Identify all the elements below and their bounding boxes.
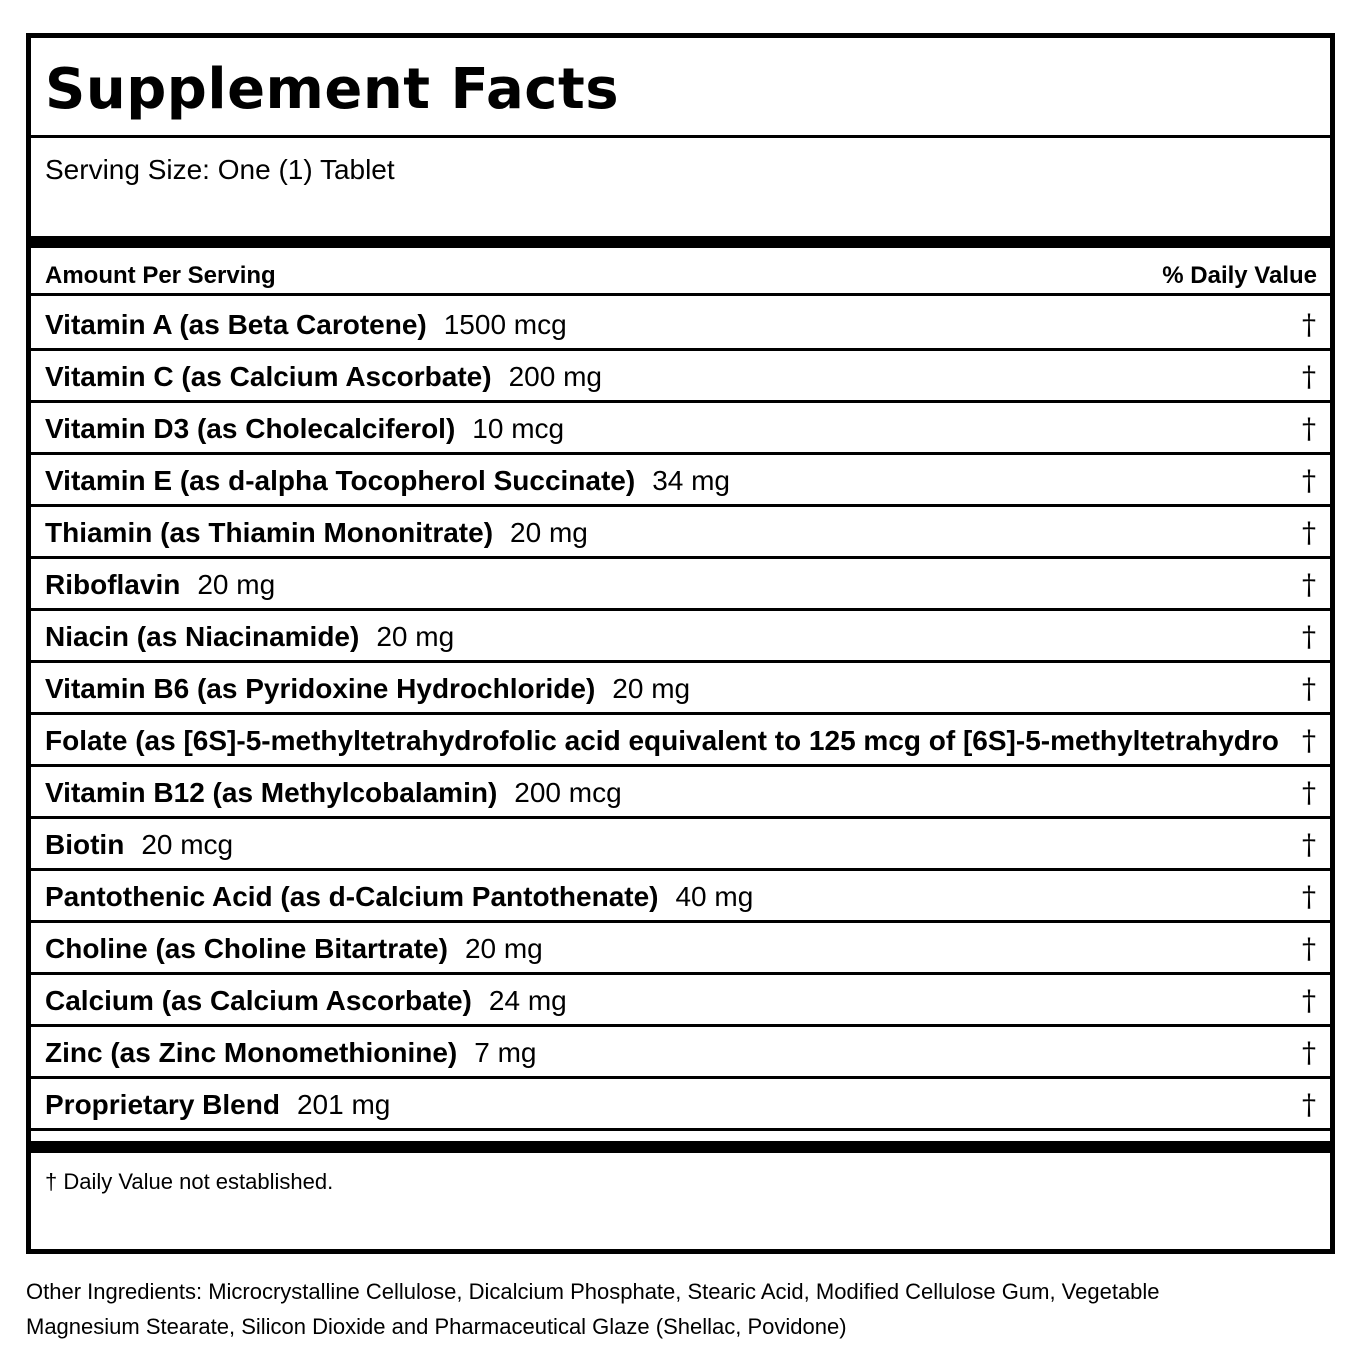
daily-value-dagger: † <box>1302 308 1316 341</box>
divider-thick <box>31 236 1330 248</box>
footnote: † Daily Value not established. <box>45 1169 334 1194</box>
nutrient-name: Thiamin (as Thiamin Mononitrate) <box>45 517 494 548</box>
nutrient-amount: 200 mcg <box>514 777 622 808</box>
nutrient-text <box>45 1037 536 1069</box>
daily-value-dagger: † <box>1302 984 1316 1017</box>
divider-thick-bottom <box>31 1141 1330 1153</box>
daily-value-dagger: † <box>1302 568 1316 601</box>
table-row <box>31 1027 1330 1079</box>
nutrient-text <box>45 361 602 393</box>
daily-value-dagger: † <box>1302 412 1316 445</box>
table-row <box>31 559 1330 611</box>
nutrient-text <box>45 465 730 497</box>
daily-value-dagger: † <box>1302 620 1316 653</box>
nutrient-name: Vitamin B6 (as Pyridoxine Hydrochloride) <box>45 673 596 704</box>
nutrient-text <box>45 309 567 341</box>
nutrient-text <box>45 829 233 861</box>
nutrient-name: Vitamin E (as d-alpha Tocopherol Succinate) <box>45 465 636 496</box>
table-row <box>31 1079 1330 1131</box>
nutrient-text <box>45 985 567 1017</box>
nutrient-name: Zinc (as Zinc Monomethionine) <box>45 1037 458 1068</box>
nutrient-name: Pantothenic Acid (as d-Calcium Pantothenate) <box>45 881 659 912</box>
title-section <box>31 38 1330 138</box>
nutrient-amount: 201 mg <box>296 1089 391 1120</box>
nutrient-amount: 34 mg <box>652 465 731 496</box>
table-row <box>31 611 1330 663</box>
table-row <box>31 299 1330 351</box>
nutrient-amount: 20 mcg <box>141 829 234 860</box>
nutrient-amount: 24 mg <box>488 985 567 1016</box>
daily-value-dagger: † <box>1302 464 1316 497</box>
nutrient-amount: 20 mg <box>464 933 543 964</box>
table-row <box>31 923 1330 975</box>
nutrient-amount: 1500 mcg <box>443 309 567 340</box>
table-row <box>31 975 1330 1027</box>
daily-value-dagger: † <box>1302 724 1316 757</box>
table-row <box>31 663 1330 715</box>
daily-value-dagger: † <box>1302 828 1316 861</box>
daily-value-dagger: † <box>1302 516 1316 549</box>
nutrient-amount: 10 mcg <box>472 413 565 444</box>
nutrient-amount: 200 mg <box>508 361 602 392</box>
nutrient-text <box>45 933 543 965</box>
other-ingredients <box>26 1274 1326 1344</box>
page-title: Supplement Facts <box>45 57 620 122</box>
nutrient-text <box>45 517 588 549</box>
nutrient-text <box>45 1089 390 1121</box>
table-row <box>31 819 1330 871</box>
table-row <box>31 351 1330 403</box>
nutrient-amount: 20 mg <box>197 569 276 600</box>
nutrient-name: Vitamin C (as Calcium Ascorbate) <box>45 361 492 392</box>
daily-value-label: % Daily Value <box>1162 262 1317 289</box>
nutrient-name: Biotin <box>45 829 125 860</box>
table-row <box>31 871 1330 923</box>
supplement-facts-panel <box>26 33 1335 1254</box>
daily-value-dagger: † <box>1302 1036 1316 1069</box>
daily-value-dagger: † <box>1302 360 1316 393</box>
other-ingredients-line: Magnesium Stearate, Silicon Dioxide and Pharmaceutical Glaze (Shellac, Povidone) <box>26 1314 847 1339</box>
table-row <box>31 767 1330 819</box>
table-header <box>31 252 1330 296</box>
table-row <box>31 715 1330 767</box>
other-ingredients-line: Other Ingredients: Microcrystalline Cellulose, Dicalcium Phosphate, Stearic Acid, Modified Cellulose Gum, Vegetable <box>26 1279 1160 1304</box>
nutrient-name: Vitamin A (as Beta Carotene) <box>45 309 427 340</box>
nutrient-text <box>45 725 1279 757</box>
table-row <box>31 455 1330 507</box>
daily-value-dagger: † <box>1302 776 1316 809</box>
amount-per-serving-label: Amount Per Serving <box>45 262 276 289</box>
nutrient-text <box>45 621 454 653</box>
nutrient-text <box>45 673 690 705</box>
nutrient-amount: 20 mg <box>376 621 455 652</box>
nutrient-name: Proprietary Blend <box>45 1089 280 1120</box>
nutrient-amount: 40 mg <box>675 881 754 912</box>
daily-value-dagger: † <box>1302 932 1316 965</box>
nutrient-text <box>45 569 275 601</box>
serving-size: Serving Size: One (1) Tablet <box>45 154 395 185</box>
nutrient-name: Choline (as Choline Bitartrate) <box>45 933 448 964</box>
daily-value-dagger: † <box>1302 880 1316 913</box>
nutrient-name: Vitamin B12 (as Methylcobalamin) <box>45 777 498 808</box>
table-row <box>31 403 1330 455</box>
table-row <box>31 507 1330 559</box>
nutrient-name: Niacin (as Niacinamide) <box>45 621 360 652</box>
nutrient-amount: 20 mg <box>510 517 588 548</box>
nutrient-name: Calcium (as Calcium Ascorbate) <box>45 985 472 1016</box>
nutrient-text <box>45 777 622 809</box>
nutrient-amount: 7 mg <box>474 1037 537 1068</box>
nutrient-name: Riboflavin <box>45 569 181 600</box>
nutrient-amount: 20 mg <box>612 673 691 704</box>
nutrient-text <box>45 881 753 913</box>
nutrient-name: Vitamin D3 (as Cholecalciferol) <box>45 413 456 444</box>
nutrient-name: Folate (as [6S]-5-methyltetrahydrofolic acid equivalent to 125 mcg of [6S]-5-methyltetrahydro <box>45 725 1279 756</box>
daily-value-dagger: † <box>1302 1088 1316 1121</box>
daily-value-dagger: † <box>1302 672 1316 705</box>
nutrient-text <box>45 413 564 445</box>
nutrient-list <box>31 299 1330 1133</box>
